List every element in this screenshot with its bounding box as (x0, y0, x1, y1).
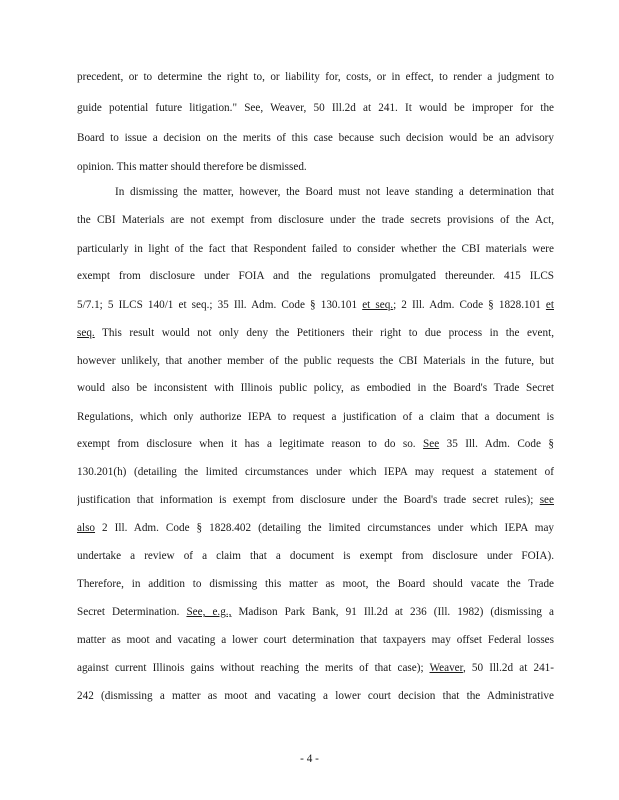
citation-underlined: et seq. (362, 299, 394, 311)
text-line: would also be inconsistent with Illinois public policy, as embodied in the Board's Trade Secret (77, 382, 554, 394)
line-segment: This result would not only deny the Petitioners their right to due process in the event, (94, 327, 554, 339)
line-segment: justification that information is exempt from disclosure under the Board's trade secret rules); (77, 494, 540, 506)
citation-underlined: See, e.g., (186, 606, 232, 618)
line-segment: Madison Park Bank, 91 Ill.2d at 236 (Ill. 1982) (dismissing a (231, 606, 554, 618)
text-line: matter as moot and vacating a lower court determination that taxpayers may offset Federal losses (77, 634, 554, 646)
line-segment: against current Illinois gains without reaching the merits of that case); (77, 662, 430, 674)
line-segment: , 50 Ill.2d at 241- (462, 662, 554, 674)
text-line: opinion. This matter should therefore be dismissed. (77, 161, 307, 173)
text-line (77, 437, 554, 451)
text-line: 130.201(h) (detailing the limited circumstances under which IEPA may request a statement of (77, 466, 554, 478)
text-line (77, 298, 554, 312)
text-line (77, 326, 554, 340)
text-line: precedent, or to determine the right to, or liability for, costs, or in effect, to render a judgment to (77, 71, 554, 83)
text-line: In dismissing the matter, however, the Board must not leave standing a determination that (115, 186, 554, 198)
text-line (77, 661, 554, 675)
text-line (77, 521, 554, 535)
citation-underlined: et (545, 299, 554, 311)
line-segment: 5/7.1; 5 ILCS 140/1 et seq.; 35 Ill. Adm. Code § 130.101 (77, 299, 363, 311)
text-line: guide potential future litigation." See, Weaver, 50 Ill.2d at 241. It would be improper for the (77, 102, 554, 114)
text-line: particularly in light of the fact that Respondent failed to consider whether the CBI materials were (77, 243, 554, 255)
line-segment: 35 Ill. Adm. Code § (439, 438, 554, 450)
page-number: - 4 - (300, 753, 319, 765)
citation-underlined: See (423, 438, 440, 450)
citation-underlined: Weaver (429, 662, 463, 674)
line-segment: 2 Ill. Adm. Code § 1828.402 (detailing the limited circumstances under which IEPA may (95, 522, 554, 534)
text-line: Board to issue a decision on the merits of this case because such decision would be an advisory (77, 132, 554, 144)
text-line: the CBI Materials are not exempt from disclosure under the trade secrets provisions of the Act, (77, 214, 554, 226)
text-line (77, 605, 554, 619)
text-line: 242 (dismissing a matter as moot and vacating a lower court decision that the Administrative (77, 690, 554, 702)
text-line: Therefore, in addition to dismissing this matter as moot, the Board should vacate the Trade (77, 578, 554, 590)
text-line: exempt from disclosure under FOIA and the regulations promulgated thereunder. 415 ILCS (77, 270, 554, 282)
citation-underlined: seq. (77, 327, 95, 339)
citation-underlined: see (539, 494, 554, 506)
line-segment: exempt from disclosure when it has a legitimate reason to do so. (77, 438, 424, 450)
text-line (77, 493, 554, 507)
text-line: Regulations, which only authorize IEPA to request a justification of a claim that a document is (77, 411, 554, 423)
citation-underlined: also (77, 522, 96, 534)
line-segment: ; 2 Ill. Adm. Code § 1828.101 (393, 299, 546, 311)
text-line: however unlikely, that another member of the public requests the CBI Materials in the future, but (77, 355, 554, 367)
text-line: undertake a review of a claim that a document is exempt from disclosure under FOIA). (77, 550, 554, 562)
line-segment: Secret Determination. (77, 606, 187, 618)
